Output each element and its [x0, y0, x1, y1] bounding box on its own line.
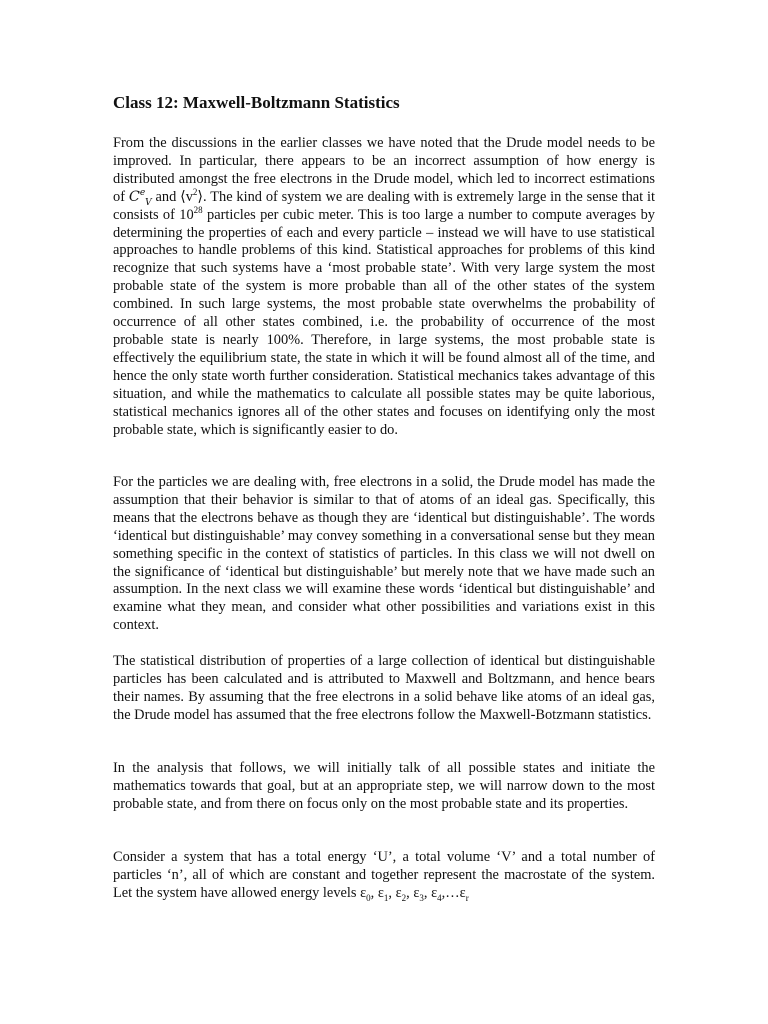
- paragraph-5: [113, 849, 655, 903]
- exponent-28: 28: [193, 204, 203, 215]
- paragraph-4: In the analysis that follows, we will initially talk of all possible states and initiate the mathematics towards that goal, but at an appropriate step, we will narrow down to the most probable state, and from there on focus only on the most probable state and its properties.: [113, 760, 655, 812]
- paragraph-2: For the particles we are dealing with, free electrons in a solid, the Drude model has made the assumption that their behavior is similar to that of atoms of an ideal gas. Specifically, this means that the electrons behave as though they are ‘identical but distinguishable’. The words ‘identical but distinguishable’ may convey something in a conversational sense but they mean something specific in the context of statistics of particles. In this class we will not dwell on the significance of ‘identical but distinguishable’ but merely note that we have made such an assumption. In the next class we will examine these words ‘identical but distinguishable’ and examine what they mean, and consider what other possibilities and variations exist in this context.: [113, 474, 655, 634]
- p1-text-b: . The kind of system we are dealing with is extremely large in the sense that it consists of 10: [113, 188, 655, 223]
- energy-levels: $\varepsilon_0$, $\varepsilon_1$, $\varepsilon_2$, $\varepsilon_3$, $\varepsilon_4,\dots\varepsilon_r$: [360, 884, 469, 903]
- p1-and: and: [151, 188, 181, 205]
- v2-symbol: $⟨v^2⟩$: [180, 186, 204, 205]
- paragraph-3: The statistical distribution of properties of a large collection of identical but distinguishable particles has been calculated and is attributed to Maxwell and Boltzmann, and hence bears their names. By assuming that the free electrons in a solid behave like atoms of an ideal gas, the Drude model has assumed that the free electrons follow the Maxwell-Botzmann statistics.: [113, 653, 655, 723]
- p1-text-a: From the discussions in the earlier classes we have noted that the Drude model needs to be improved. In particular, there appears to be an incorrect assumption of how energy is distributed amongst the free electrons in the Drude model, which led to incorrect estimations of: [113, 135, 655, 205]
- p1-text-c: particles per cubic meter. This is too large a number to compute averages by determining the properties of each and every particle – instead we will have to use statistical approaches to handle problems of this kind. Statistical approaches for problems of this kind recognize that such systems have a ‘most probable state’. With very large system the most probable state of the system is more probable than all of the other states of the system combined. In such large systems, the most probable state overwhelms the probability of occurrence of all other states combined, i.e. the probability of occurrence of the most probable state is nearly 100%. Therefore, in large systems, the most probable state is effectively the equilibrium state, the state in which it will be found almost all of the time, and hence the only state worth further consideration. Statistical mechanics takes advantage of this situation, and while the mathematics to calculate all possible states may be quite laborious, statistical mechanics ignores all of the other states and focuses on identifying only the most probable state, which is significantly easier to do.: [113, 206, 655, 438]
- p5-text: Consider a system that has a total energy ‘U’, a total volume ‘V’ and a total number of particles ‘n’, all of which are constant and together represent the macrostate of the system. Let the system have allowed energy levels: [113, 849, 655, 901]
- cv-symbol: $C^e_V$: [128, 187, 152, 208]
- page-title: Class 12: Maxwell-Boltzmann Statistics: [113, 93, 400, 112]
- paragraph-1: [113, 135, 655, 439]
